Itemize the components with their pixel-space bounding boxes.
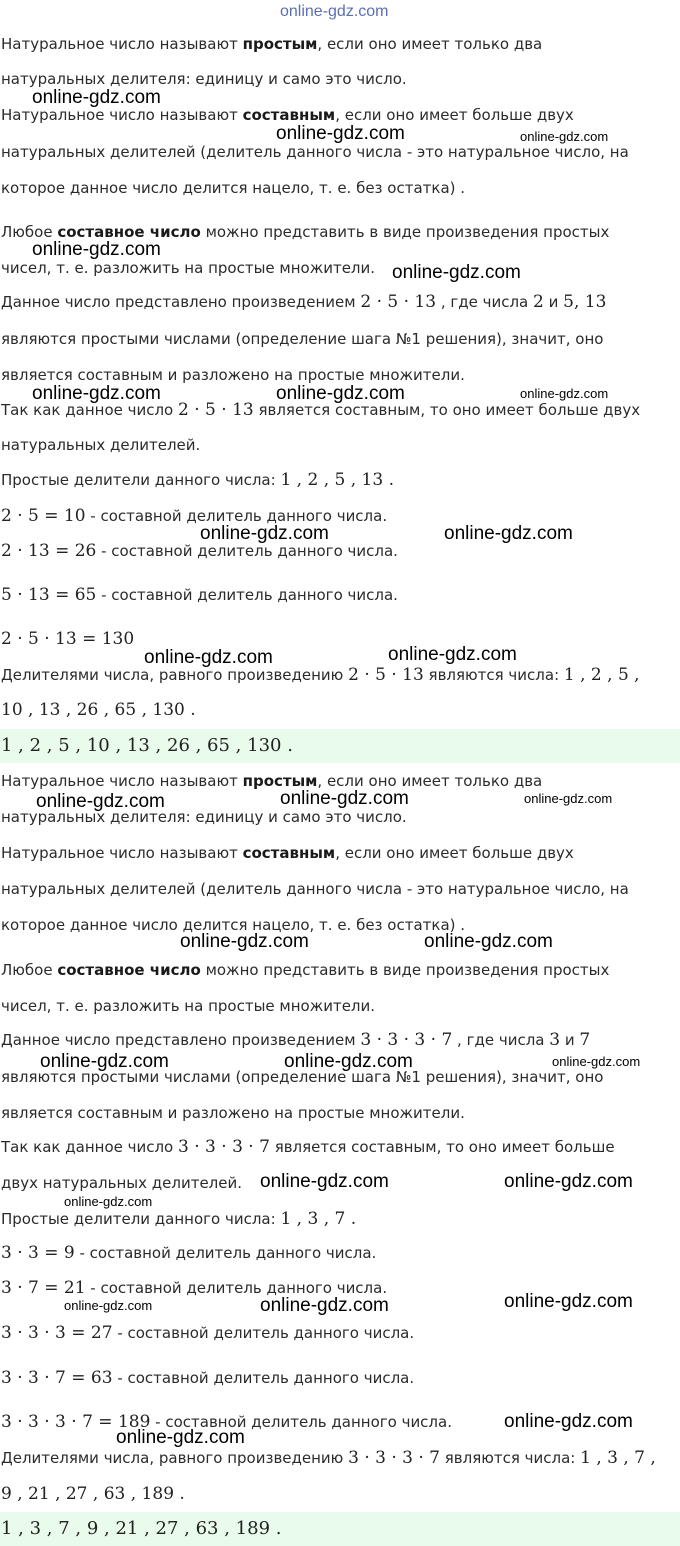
text: Простые делители данного числа:	[1, 471, 281, 489]
equation-line	[1, 629, 134, 649]
math-expression: 2 · 5 · 13 = 130	[1, 629, 135, 649]
paragraph-line: натуральных делителя: единицу и само это число.	[1, 70, 407, 88]
text: являются числа:	[423, 666, 564, 684]
equation-line	[1, 1323, 414, 1343]
watermark: online-gdz.com	[552, 1054, 641, 1069]
math-expression: 2	[533, 292, 544, 312]
watermark: online-gdz.com	[32, 383, 161, 404]
paragraph-line: натуральных делителей (делитель данного числа - это натуральное число, на	[1, 880, 629, 898]
watermark: online-gdz.com	[524, 791, 613, 806]
paragraph-line: натуральных делителей.	[1, 436, 201, 454]
paragraph-line	[1, 843, 574, 863]
paragraph-line: натуральных делителя: единицу и само это число.	[1, 808, 407, 826]
text: является составным, то оно имеет больше двух	[253, 401, 641, 419]
paragraph-line	[1, 665, 640, 685]
math-expression: 3 · 3 · 3 · 7 = 189	[1, 1412, 151, 1432]
text: Делителями числа, равного произведению	[1, 1449, 349, 1467]
paragraph-line: чисел, т. е. разложить на простые множители.	[1, 997, 376, 1015]
watermark: online-gdz.com	[40, 1051, 169, 1072]
equation-line	[1, 1243, 376, 1263]
watermark: online-gdz.com	[276, 383, 405, 404]
text: Так как данное число	[1, 1138, 179, 1156]
watermark: online-gdz.com	[32, 87, 161, 108]
text: Натуральное число называют	[1, 772, 243, 790]
text: можно представить в виде произведения простых	[200, 961, 610, 979]
math-expression: 2 · 13 = 26	[1, 541, 97, 561]
math-expression: 3	[549, 1030, 561, 1050]
equation-line	[1, 585, 398, 605]
watermark: online-gdz.com	[36, 791, 165, 812]
text: - составной делитель данного числа.	[85, 507, 388, 525]
math-expression: 3 · 3 · 3 = 27	[1, 1323, 113, 1343]
watermark: online-gdz.com	[144, 647, 273, 668]
answer-text: 1 , 2 , 5 , 10 , 13 , 26 , 65 , 130 .	[1, 735, 293, 756]
math-expression: 9 , 21 , 27 , 63 , 189 .	[1, 1484, 185, 1504]
paragraph-line	[1, 1209, 356, 1229]
watermark: online-gdz.com	[388, 644, 517, 665]
watermark: online-gdz.com	[280, 788, 409, 809]
text: Так как данное число	[1, 401, 179, 419]
paragraph-line: натуральных делителей (делитель данного числа - это натуральное число, на	[1, 143, 629, 161]
math-expression: 5, 13	[563, 292, 607, 312]
text: и	[543, 293, 564, 311]
text: Натуральное число называют	[1, 35, 243, 53]
text: - составной делитель данного числа.	[74, 1244, 377, 1262]
watermark: online-gdz.com	[64, 1194, 153, 1209]
answer-box	[0, 1512, 680, 1546]
paragraph-line	[1, 1484, 185, 1504]
text: , где числа	[436, 293, 534, 311]
paragraph-line	[1, 1030, 590, 1050]
text: Простые делители данного числа:	[1, 1210, 281, 1228]
watermark: online-gdz.com	[276, 123, 405, 144]
paragraph-line: является составным и разложено на простые множители.	[1, 1104, 465, 1122]
math-expression: 2 · 5 · 13	[348, 665, 424, 685]
equation-line	[1, 506, 387, 526]
math-expression: 2 · 5 · 13	[360, 292, 437, 312]
paragraph-line	[1, 771, 542, 791]
watermark: online-gdz.com	[200, 523, 329, 544]
term-bold: простым	[242, 772, 318, 790]
text: Данное число представлено произведением	[1, 1031, 361, 1049]
math-expression: 1 , 3 , 7 .	[280, 1209, 357, 1229]
text: Любое	[1, 223, 58, 241]
term-bold: составное число	[57, 223, 201, 241]
paragraph-line	[1, 34, 542, 54]
text: Данное число представлено произведением	[1, 293, 361, 311]
paragraph-line: которое данное число делится нацело, т. е. без остатка) .	[1, 916, 466, 934]
paragraph-line	[1, 470, 394, 490]
math-expression: 3 · 3 · 3 · 7	[178, 1137, 270, 1157]
text: , если оно имеет только два	[317, 35, 543, 53]
paragraph-line	[1, 105, 574, 125]
term-bold: простым	[242, 35, 318, 53]
math-expression: 3 · 3 · 3 · 7	[348, 1448, 440, 1468]
paragraph-line	[1, 960, 609, 980]
paragraph-line	[1, 1448, 656, 1468]
watermark: online-gdz.com	[116, 1427, 245, 1448]
equation-line	[1, 1368, 414, 1388]
term-bold: составным	[242, 844, 336, 862]
text: и	[560, 1031, 580, 1049]
paragraph-line	[1, 1137, 615, 1157]
math-expression: 5 · 13 = 65	[1, 585, 97, 605]
math-expression: 3 · 3 · 3 · 7	[360, 1030, 453, 1050]
watermark: online-gdz.com	[444, 523, 573, 544]
math-expression: 2 · 5 = 10	[1, 506, 86, 526]
math-expression: 1 , 3 , 7 ,	[580, 1448, 656, 1468]
text: Любое	[1, 961, 58, 979]
watermark: online-gdz.com	[504, 1411, 633, 1432]
math-expression: 1 , 2 , 5 , 13 .	[280, 470, 394, 490]
math-expression: 7	[579, 1030, 591, 1050]
text: является составным, то оно имеет больше	[269, 1138, 615, 1156]
math-expression: 1 , 2 , 5 ,	[563, 665, 640, 685]
text: Делителями числа, равного произведению	[1, 666, 349, 684]
text: являются числа:	[440, 1449, 581, 1467]
watermark: online-gdz.com	[260, 1295, 389, 1316]
paragraph-line: которое данное число делится нацело, т. е. без остатка) .	[1, 179, 466, 197]
paragraph-line: является составным и разложено на простые множители.	[1, 366, 465, 384]
watermark: online-gdz.com	[520, 386, 609, 401]
paragraph-line: являются простыми числами (определение шага №1 решения), значит, оно	[1, 1068, 604, 1086]
watermark: online-gdz.com	[260, 1171, 389, 1192]
text: - составной делитель данного числа.	[150, 1413, 452, 1431]
text: Натуральное число называют	[1, 106, 243, 124]
watermark: online-gdz.com	[180, 931, 309, 952]
math-expression: 3 · 3 = 9	[1, 1243, 75, 1263]
equation-line	[1, 541, 398, 561]
text: , если оно имеет больше двух	[335, 844, 574, 862]
term-bold: составное число	[57, 961, 201, 979]
text: Натуральное число называют	[1, 844, 243, 862]
watermark: online-gdz.com	[32, 239, 161, 260]
answer-box	[0, 729, 680, 763]
text: - составной делитель данного числа.	[96, 586, 398, 604]
watermark: online-gdz.com	[424, 931, 553, 952]
watermark: online-gdz.com	[392, 262, 521, 283]
math-expression: 10 , 13 , 26 , 65 , 130 .	[1, 700, 196, 720]
paragraph-line: чисел, т. е. разложить на простые множители.	[1, 259, 376, 277]
math-expression: 2 · 5 · 13	[178, 400, 254, 420]
text: - составной делитель данного числа.	[85, 1279, 388, 1297]
term-bold: составным	[242, 106, 336, 124]
text: - составной делитель данного числа.	[96, 542, 398, 560]
watermark: online-gdz.com	[504, 1171, 633, 1192]
watermark: online-gdz.com	[64, 1298, 153, 1313]
answer-text: 1 , 3 , 7 , 9 , 21 , 27 , 63 , 189 .	[1, 1518, 282, 1539]
paragraph-line	[1, 292, 606, 312]
watermark: online-gdz.com	[504, 1291, 633, 1312]
text: , где числа	[452, 1031, 550, 1049]
math-expression: 3 · 7 = 21	[1, 1278, 86, 1298]
text: - составной делитель данного числа.	[112, 1324, 415, 1342]
text: , если оно имеет больше двух	[335, 106, 574, 124]
watermark: online-gdz.com	[520, 129, 609, 144]
paragraph-line: являются простыми числами (определение шага №1 решения), значит, оно	[1, 330, 604, 348]
text: - составной делитель данного числа.	[112, 1369, 415, 1387]
math-expression: 3 · 3 · 7 = 63	[1, 1368, 113, 1388]
text: можно представить в виде произведения простых	[200, 223, 610, 241]
paragraph-line: двух натуральных делителей.	[1, 1174, 243, 1192]
watermark: online-gdz.com	[280, 3, 389, 20]
paragraph-line	[1, 700, 196, 720]
text: , если оно имеет только два	[317, 772, 543, 790]
watermark: online-gdz.com	[284, 1051, 413, 1072]
